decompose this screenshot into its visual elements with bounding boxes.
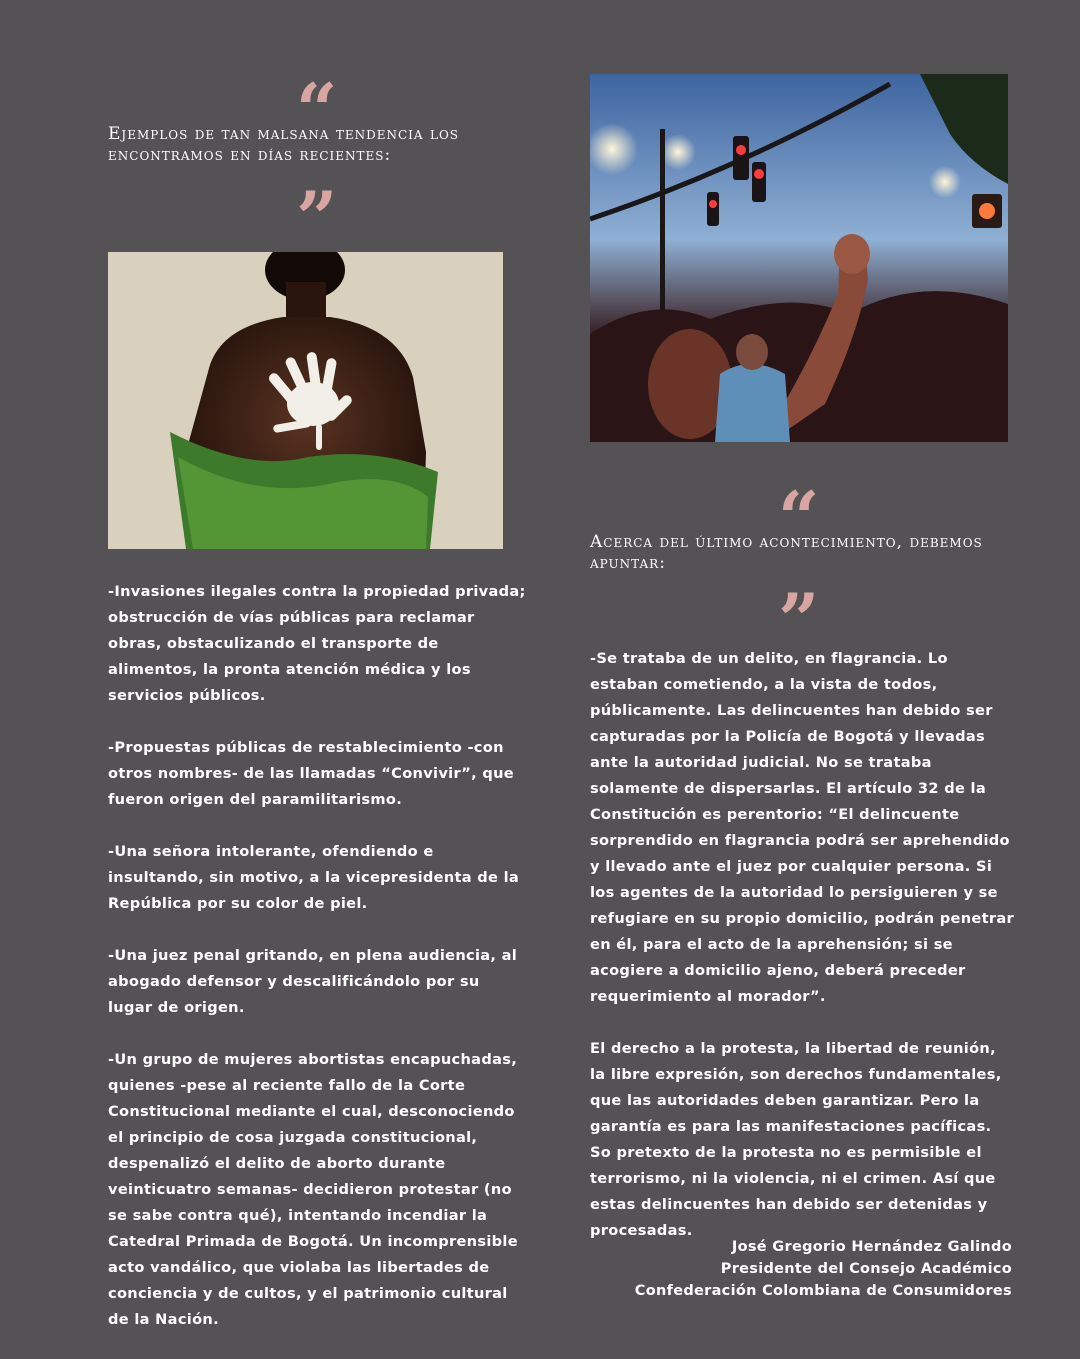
left-paragraph-3: -Una señora intolerante, ofendiendo e insultando, sin motivo, a la vicepresidenta de la República por su color de piel.	[108, 843, 520, 912]
open-quote-icon: “	[778, 482, 820, 526]
author-organization: Confederación Colombiana de Consumidores	[634, 1283, 1012, 1299]
left-paragraph-1: -Invasiones ilegales contra la propiedad privada; obstrucción de vías públicas para reclamar obras, obstaculizando el transporte de alimentos, la pronta atención médica y los servicios públicos.	[108, 583, 526, 704]
right-paragraph-2: El derecho a la protesta, la libertad de reunión, la libre expresión, son derechos fundamentales, que las autoridades deben garantizar. Pero la garantía es para las manifestaciones pacíficas. So pretexto de la protesta no es permisible el terrorismo, ni la violencia, ni el crimen. Así que estas delincuentes han debido ser detenidas y procesadas.	[590, 1040, 1002, 1239]
signature-block	[635, 1236, 1012, 1302]
right-paragraph-1: -Se trataba de un delito, en flagrancia. Lo estaban cometiendo, a la vista de todos, públicamente. Las delincuentes han debido ser capturadas por la Policía de Bogotá y llevadas ante la autoridad judicial. No se trataba solamente de dispersarlas. El artículo 32 de la Constitución es perentorio: “El delincuente sorprendido en flagrancia podrá ser aprehendido y llevado ante el juez por cualquier persona. Si los agentes de la autoridad lo persiguieren y se refugiare en su propio domicilio, podrán penetrar en él, para el acto de la aprehensión; si se acogiere a domicilio ajeno, deberá preceder requerimiento al morador”.	[590, 650, 1015, 1005]
left-heading: Ejemplos de tan malsana tendencia los encontramos en días recientes:	[108, 124, 460, 165]
left-paragraph-4: -Una juez penal gritando, en plena audiencia, al abogado defensor y descalificándolo por su lugar de origen.	[108, 947, 518, 1016]
close-quote-icon: ”	[778, 584, 820, 628]
author-name: José Gregorio Hernández Galindo	[731, 1239, 1012, 1255]
right-column	[590, 74, 1015, 1270]
back-handprint-photo	[108, 252, 503, 549]
author-role: Presidente del Consejo Académico	[720, 1261, 1012, 1277]
right-body	[590, 646, 1015, 1244]
left-column	[108, 70, 528, 1359]
protest-photo	[590, 74, 1008, 442]
left-paragraph-2: -Propuestas públicas de restablecimiento -con otros nombres- de las llamadas “Convivir”, que fueron origen del paramilitarismo.	[108, 739, 514, 808]
left-body	[108, 579, 528, 1333]
left-paragraph-5: -Un grupo de mujeres abortistas encapuchadas, quienes -pese al reciente fallo de la Corte Constitucional mediante el cual, desconociendo el principio de cosa juzgada constitucional, despenalizó el delito de aborto durante veinticuatro semanas- decidieron protestar (no se sabe contra qué), intentando incendiar la Catedral Primada de Bogotá. Un incomprensible acto vandálico, que violaba las libertades de conciencia y de cultos, y el patrimonio cultural de la Nación.	[108, 1051, 518, 1328]
close-quote-icon: ”	[296, 180, 338, 228]
open-quote-icon: “	[296, 74, 338, 118]
right-heading: Acerca del último acontecimiento, debemos apuntar:	[590, 532, 983, 573]
